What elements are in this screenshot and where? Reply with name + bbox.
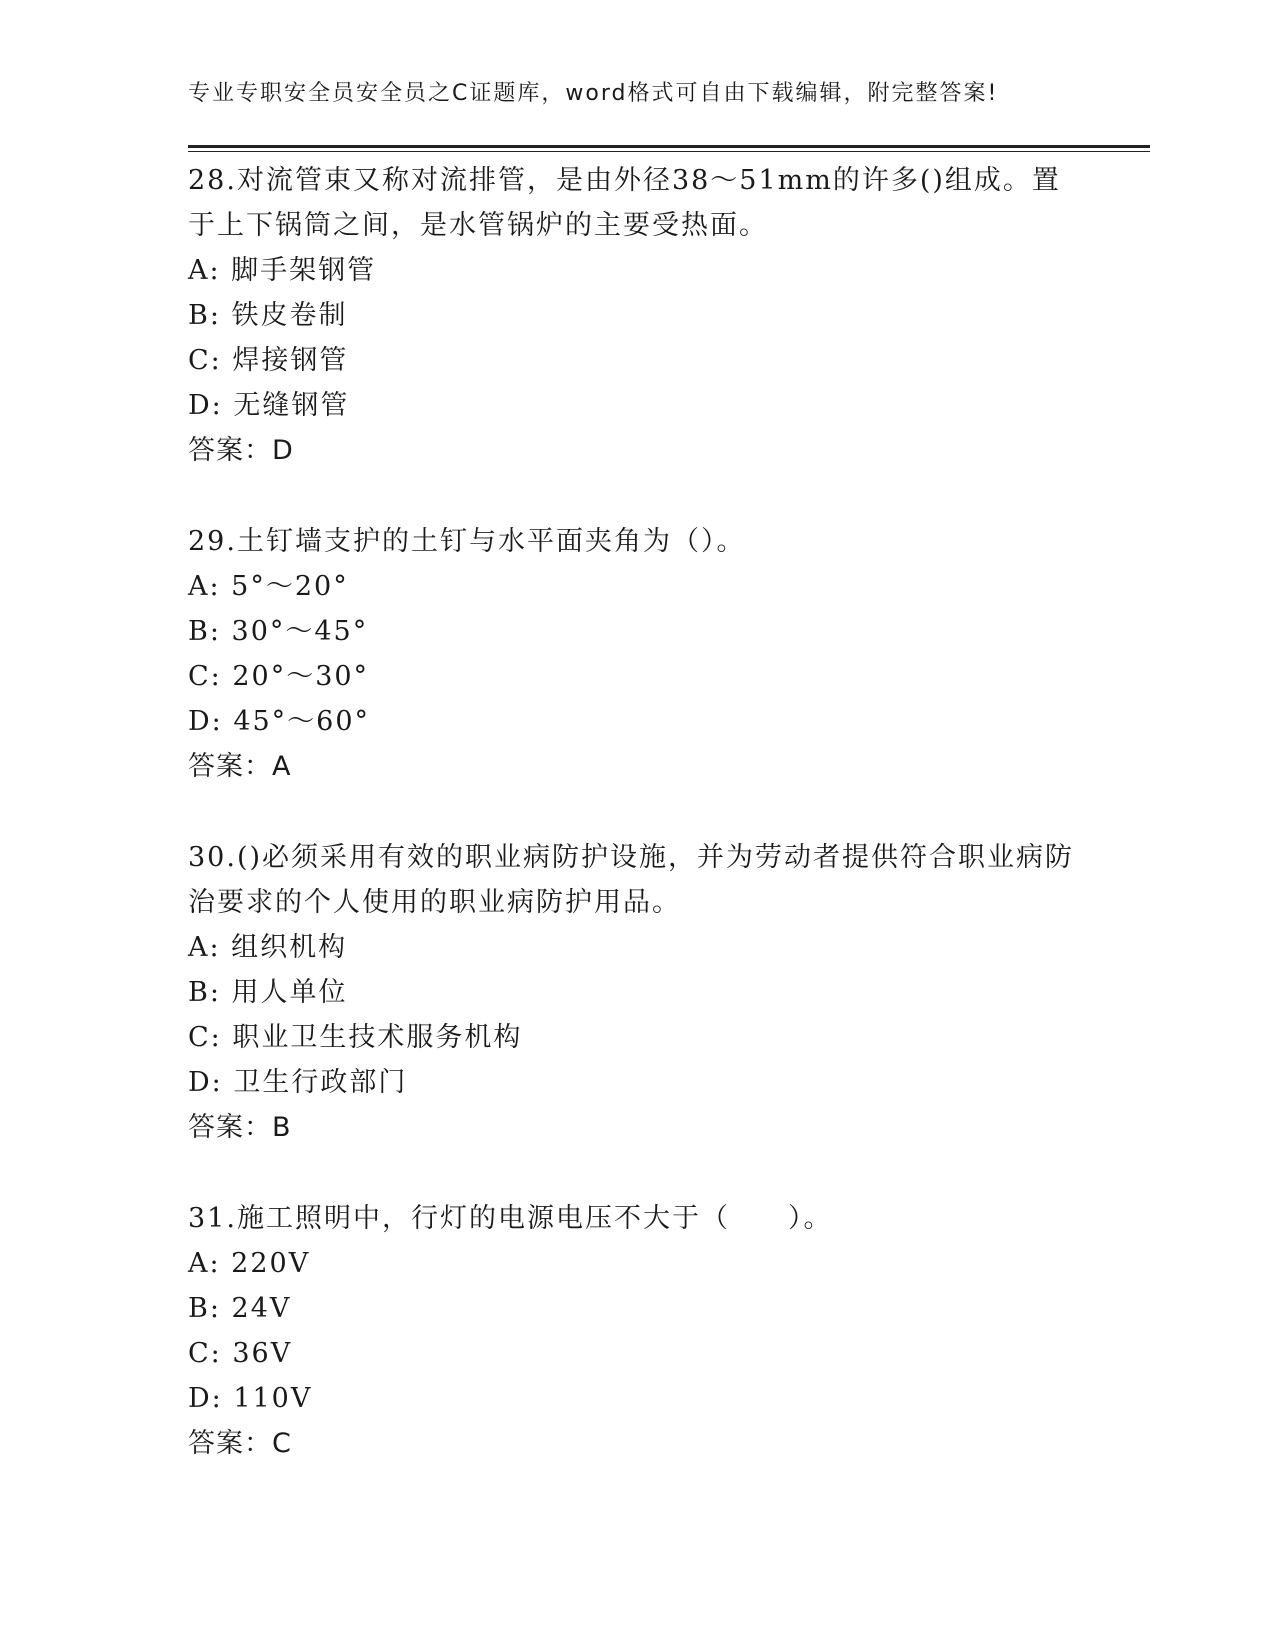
option-b: B: 用人单位: [188, 977, 348, 1008]
option-a: A: 220V: [188, 1248, 311, 1279]
option-b: B: 24V: [188, 1293, 292, 1324]
header-rule-thick: [188, 145, 1150, 148]
answer: 答案：C: [188, 1428, 292, 1459]
page-header: 专业专职安全员安全员之C证题库，word格式可自由下载编辑，附完整答案!: [188, 81, 999, 106]
option-d: D: 卫生行政部门: [188, 1067, 408, 1098]
question-30: [188, 835, 1088, 1150]
question-28: [188, 158, 1088, 473]
question-text: 29.土钉墙支护的土钉与水平面夹角为（）。: [188, 526, 746, 557]
question-29: [188, 519, 1088, 789]
option-d: D: 无缝钢管: [188, 390, 350, 421]
option-c: C: 焊接钢管: [188, 345, 349, 376]
option-b: B: 30°～45°: [188, 616, 369, 647]
option-c: C: 20°～30°: [188, 661, 370, 692]
option-d: D: 110V: [188, 1383, 313, 1414]
answer: 答案：B: [188, 1112, 292, 1143]
header-rule-thin: [188, 151, 1150, 152]
option-d: D: 45°～60°: [188, 706, 371, 737]
option-a: A: 5°～20°: [188, 571, 349, 602]
option-b: B: 铁皮卷制: [188, 300, 348, 331]
answer: 答案：D: [188, 435, 294, 466]
question-list: [188, 158, 1088, 1512]
question-text: 28.对流管束又称对流排管，是由外径38～51mm的许多()组成。置于上下锅筒之间，是水管锅炉的主要受热面。: [188, 165, 1061, 241]
question-31: [188, 1196, 1088, 1466]
answer: 答案：A: [188, 751, 292, 782]
option-a: A: 脚手架钢管: [188, 255, 377, 286]
option-c: C: 职业卫生技术服务机构: [188, 1022, 523, 1053]
option-c: C: 36V: [188, 1338, 293, 1369]
question-text: 30.()必须采用有效的职业病防护设施，并为劳动者提供符合职业病防治要求的个人使用的职业病防护用品。: [188, 842, 1075, 918]
option-a: A: 组织机构: [188, 932, 348, 963]
question-text: 31.施工照明中，行灯的电源电压不大于（ ）。: [188, 1203, 833, 1234]
